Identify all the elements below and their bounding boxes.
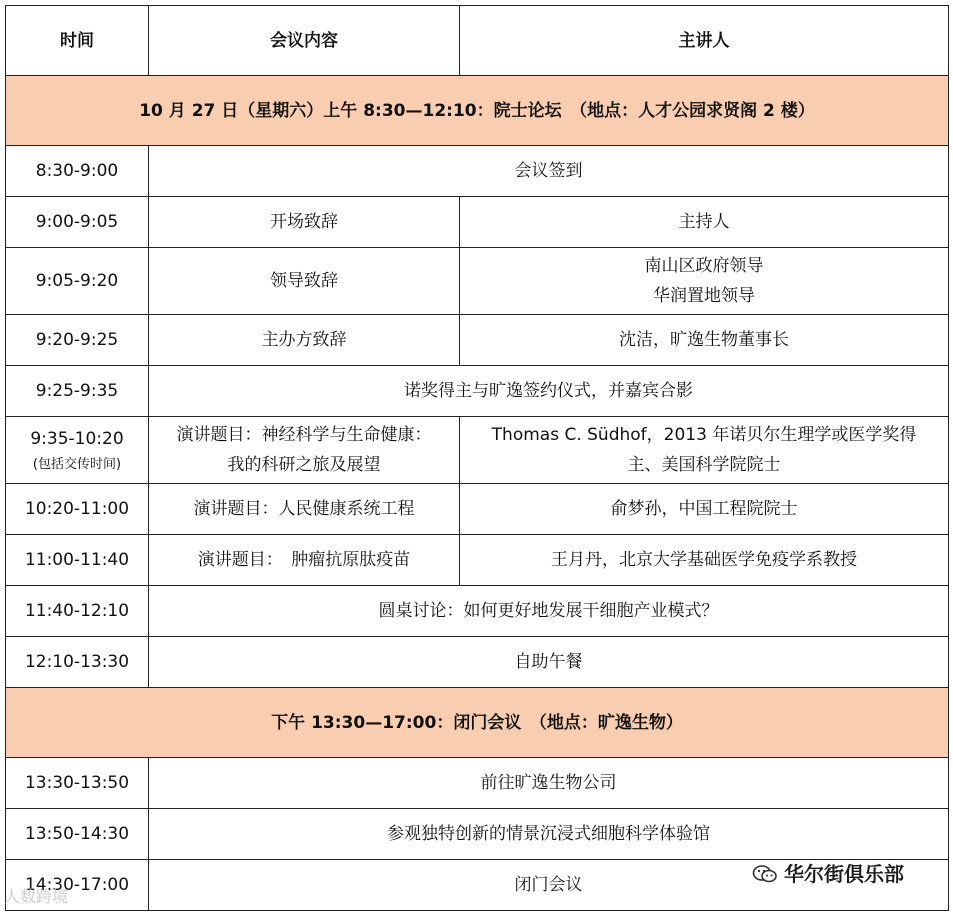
time-cell: 13:30-13:50 — [6, 758, 149, 809]
table-row — [6, 586, 949, 637]
content-cell: 会议签到 — [149, 146, 949, 197]
time-cell: 10:20-11:00 — [6, 484, 149, 535]
speaker-cell: 俞梦孙，中国工程院院士 — [460, 484, 949, 535]
content-cell: 主办方致辞 — [149, 315, 460, 366]
table-row — [6, 484, 949, 535]
speaker-line: 南山区政府领导 — [644, 256, 764, 276]
speaker-line: 华润置地领导 — [653, 286, 755, 306]
speaker-cell: 沈洁，旷逸生物董事长 — [460, 315, 949, 366]
content-cell: 闭门会议 — [149, 860, 949, 911]
time-cell: 9:00-9:05 — [6, 197, 149, 248]
speaker-cell — [460, 248, 949, 315]
table-row — [6, 758, 949, 809]
schedule-table — [5, 5, 949, 911]
content-cell: 诺奖得主与旷逸签约仪式，并嘉宾合影 — [149, 366, 949, 417]
content-cell: 参观独特创新的情景沉浸式细胞科学体验馆 — [149, 809, 949, 860]
time-cell: 13:50-14:30 — [6, 809, 149, 860]
content-cell: 领导致辞 — [149, 248, 460, 315]
speaker-cell — [460, 417, 949, 484]
header-content: 会议内容 — [149, 6, 460, 76]
speaker-line: 主、美国科学院院士 — [627, 455, 781, 475]
content-cell: 演讲题目： 肿瘤抗原肽疫苗 — [149, 535, 460, 586]
content-line: 我的科研之旅及展望 — [227, 455, 381, 475]
time-cell: 9:20-9:25 — [6, 315, 149, 366]
speaker-line: Thomas C. Südhof，2013 年诺贝尔生理学或医学奖得 — [491, 425, 917, 445]
time-cell: 14:30-17:00 — [6, 860, 149, 911]
table-row — [6, 417, 949, 484]
table-row — [6, 637, 949, 688]
table-row — [6, 146, 949, 197]
table-row — [6, 315, 949, 366]
content-cell: 自助午餐 — [149, 637, 949, 688]
watermark-right-text: 华尔街俱乐部 — [784, 862, 904, 886]
content-cell: 演讲题目：人民健康系统工程 — [149, 484, 460, 535]
time-cell: 12:10-13:30 — [6, 637, 149, 688]
time-note: (包括交传时间) — [32, 457, 122, 472]
header-row — [6, 6, 949, 76]
watermark-right — [752, 858, 904, 887]
table-row — [6, 248, 949, 315]
section-row-morning — [6, 76, 949, 146]
content-cell — [149, 417, 460, 484]
speaker-cell: 王月丹，北京大学基础医学免疫学系教授 — [460, 535, 949, 586]
header-speaker: 主讲人 — [460, 6, 949, 76]
time-cell: 9:25-9:35 — [6, 366, 149, 417]
time-cell — [6, 417, 149, 484]
time-cell: 8:30-9:00 — [6, 146, 149, 197]
section-title: 10 月 27 日（星期六）上午 8:30—12:10：院士论坛 （地点：人才公园求贤阁 2 楼） — [6, 76, 949, 146]
header-time: 时间 — [6, 6, 149, 76]
table-row — [6, 366, 949, 417]
speaker-cell: 主持人 — [460, 197, 949, 248]
time-cell: 11:00-11:40 — [6, 535, 149, 586]
wechat-icon — [752, 864, 778, 884]
section-row-afternoon — [6, 688, 949, 758]
time-text: 9:35-10:20 — [30, 429, 124, 449]
content-cell: 圆桌讨论：如何更好地发展干细胞产业模式？ — [149, 586, 949, 637]
table-row — [6, 535, 949, 586]
content-line: 演讲题目：神经科学与生命健康： — [176, 425, 432, 445]
watermark-left: 人数跨境 — [4, 887, 69, 906]
table-row — [6, 197, 949, 248]
content-cell: 前往旷逸生物公司 — [149, 758, 949, 809]
time-cell: 11:40-12:10 — [6, 586, 149, 637]
table-row — [6, 809, 949, 860]
section-title: 下午 13:30—17:00：闭门会议 （地点：旷逸生物） — [6, 688, 949, 758]
time-cell: 9:05-9:20 — [6, 248, 149, 315]
content-cell: 开场致辞 — [149, 197, 460, 248]
